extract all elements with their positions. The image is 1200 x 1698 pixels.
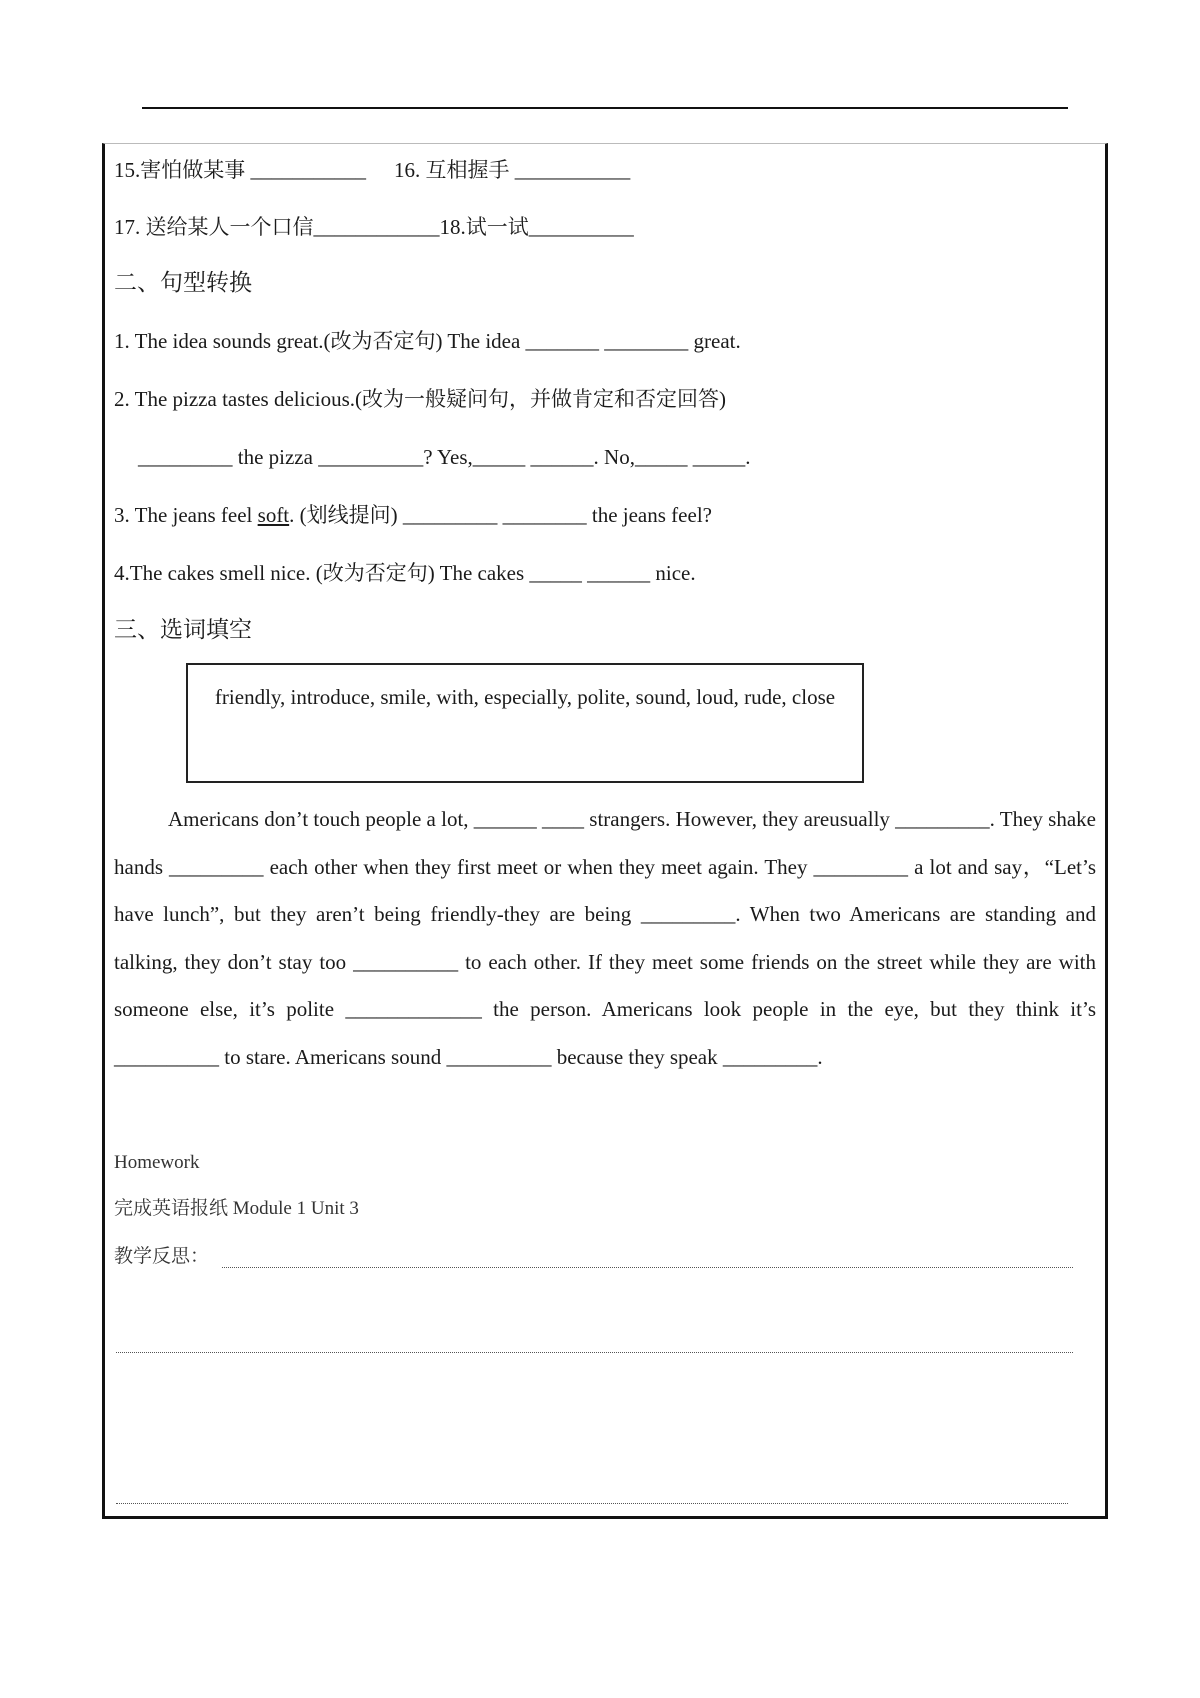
question-3 xyxy=(114,502,712,528)
cloze-passage xyxy=(114,796,1096,1082)
reflection-label: 教学反思： xyxy=(114,1246,210,1267)
question-2: 2. The pizza tastes delicious.(改为一般疑问句，并做肯定和否定回答) xyxy=(114,387,727,411)
vocab-item-17: 17. 送给某人一个口信____________ xyxy=(114,215,440,239)
header-rule xyxy=(142,107,1068,109)
homework-task: 完成英语报纸 Module 1 Unit 3 xyxy=(114,1198,359,1219)
vocab-row-1 xyxy=(114,157,630,183)
vocab-row-2 xyxy=(114,214,634,240)
section-2-heading: 二、句型转换 xyxy=(114,270,252,295)
vocab-item-16: 16. 互相握手 ___________ xyxy=(394,158,631,182)
word-bank-text: friendly, introduce, smile, with, especially, polite, sound, loud, rude, close xyxy=(214,685,836,709)
reflection-dotted-line-3 xyxy=(116,1503,1068,1504)
passage-text: Americans don’t touch people a lot, ______ ____ strangers. However, they areusually _________. They shake hands _________ each other when they first meet or when they meet again. They _________ a lot and say，“Let’s have lunch”, but they aren’t being friendly-they are being _________. When two Americans are standing and talking, they don’t stay too __________ to each other. If they meet some friends on the street while they are with someone else, it’s polite _____________ the person. Americans look people in the eye, but they think it’s __________ to stare. Americans sound __________ because they speak _________. xyxy=(114,807,1096,1069)
vocab-item-18: 18.试一试__________ xyxy=(439,215,634,239)
reflection-dotted-line-2 xyxy=(116,1352,1073,1353)
question-2-answer: _________ the pizza __________? Yes,_____ ______. No,_____ _____. xyxy=(138,445,751,469)
question-3-text: 3. The jeans feel xyxy=(114,503,258,527)
vocab-item-15: 15.害怕做某事 ___________ xyxy=(114,158,366,182)
question-1: 1. The idea sounds great.(改为否定句) The idea _______ ________ great. xyxy=(114,329,741,353)
question-3-rest: . (划线提问) _________ ________ the jeans feel? xyxy=(289,503,712,527)
section-3-heading: 三、选词填空 xyxy=(114,617,252,642)
homework-label: Homework xyxy=(114,1152,200,1173)
question-4: 4.The cakes smell nice. (改为否定句) The cakes _____ ______ nice. xyxy=(114,561,696,585)
word-bank xyxy=(186,663,864,783)
reflection-dotted-line-1 xyxy=(222,1267,1073,1268)
underlined-word: soft xyxy=(257,503,290,527)
